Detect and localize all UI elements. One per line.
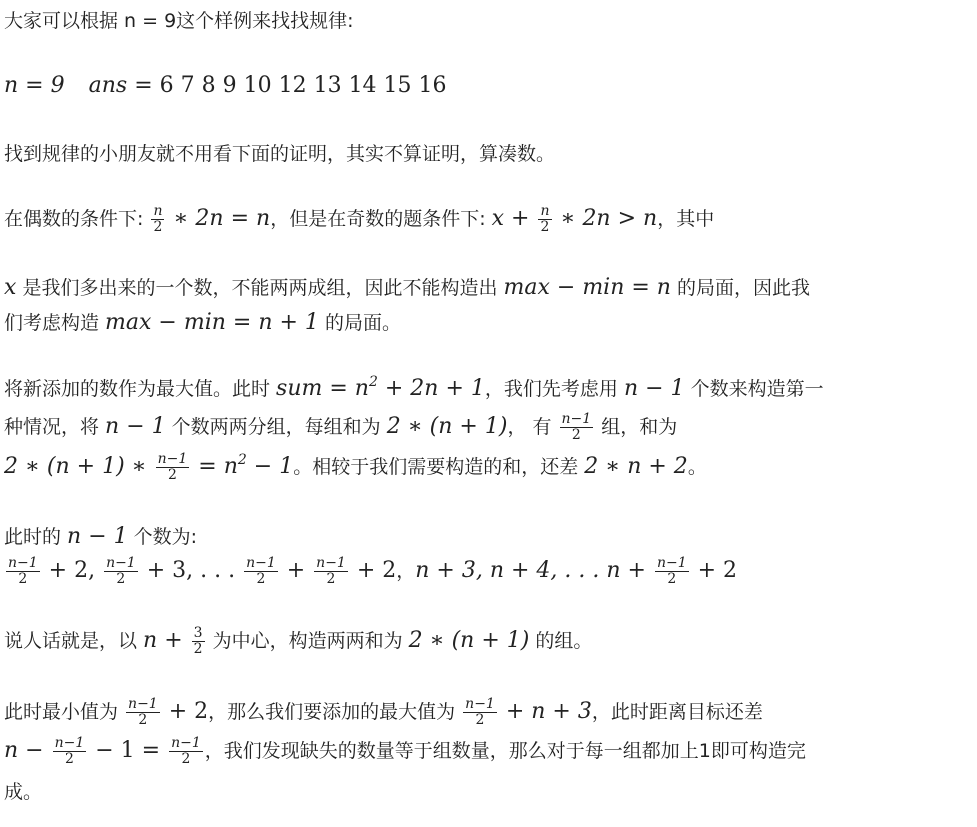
fraction: $\frac{n-1}{2}$	[316, 555, 346, 587]
fraction: $\frac{n-1}{2}$	[656, 555, 687, 587]
math-expression: ∗ 2n > n	[553, 206, 658, 231]
fraction: $\frac{n-1}{2}$	[465, 696, 495, 728]
math-expression: 2 ∗ n + 2	[584, 454, 688, 479]
math-expression: + n + 3	[498, 699, 592, 724]
text-segment: 组，和为	[595, 416, 678, 438]
fraction: $\frac{n-1}{2}$	[106, 555, 136, 587]
math-expression: n − 1	[105, 414, 166, 439]
math-expression: +	[279, 558, 313, 583]
extra-number-line-1	[4, 271, 810, 305]
text-segment: 说人话就是，以	[4, 630, 144, 652]
fraction: $\frac{n-1}{2}$	[246, 555, 276, 587]
math-expression: 2 ∗ (n + 1)	[408, 628, 530, 653]
math-expression: = $n^2 - 1$	[191, 452, 294, 479]
text-segment: 将新添加的数作为最大值。此时	[4, 378, 277, 400]
text-segment: 的组。	[529, 630, 593, 652]
text-segment: ， 有	[507, 416, 558, 438]
ans-values: 6 7 8 9 10 12 13 14 15 16	[159, 73, 447, 98]
math-expression: n − 1	[67, 524, 128, 549]
text-segment: ，那么我们要添加的最大值为	[208, 701, 462, 723]
fraction: $\frac{n-1}{2}$	[54, 735, 85, 767]
answer-example-line	[4, 69, 447, 103]
math-expression: max − min = n	[503, 275, 671, 300]
extra-number-line-2	[4, 306, 401, 340]
text-segment: 个数为:	[127, 526, 198, 548]
fraction: $\frac{n-1}{2}$	[8, 555, 38, 587]
math-expression: x +	[491, 206, 537, 231]
math-expression: max − min = n + 1	[105, 310, 319, 335]
text-segment: 。	[687, 456, 707, 478]
math-expression: n −	[4, 738, 51, 763]
equals-sign: =	[127, 73, 160, 98]
construction-line-2	[4, 410, 677, 444]
construction-line-3	[4, 450, 707, 484]
even-odd-condition-line	[4, 202, 714, 236]
rule-hint-line: 找到规律的小朋友就不用看下面的证明，其实不算证明，算凑数。	[4, 143, 556, 165]
math-expression: + 3, . . .	[139, 558, 243, 583]
text-segment: ，我们先考虑用	[484, 378, 624, 400]
fraction: $\frac{3}{2}$	[193, 625, 203, 657]
n-equals-9: n = 9	[4, 73, 65, 98]
fraction: $\frac{n-1}{2}$	[171, 735, 201, 767]
text-segment: 的局面。	[318, 312, 401, 334]
text-segment: 为中心，构造两两和为	[206, 630, 409, 652]
text-segment: ，此时距离目标还差	[591, 701, 763, 723]
math-expression: sum = $n^2 + 2n + 1$	[276, 374, 485, 401]
center-explanation-line	[4, 624, 592, 658]
text-segment: 们考虑构造	[4, 312, 106, 334]
fraction: $\frac{n}{2}$	[153, 203, 163, 235]
text-segment: ，我们发现缺失的数量等于组数量，那么对于每一组都加上1即可构造完	[204, 740, 806, 762]
math-expression: − 1 =	[88, 738, 168, 763]
construction-line-1	[4, 372, 824, 406]
text-segment: 种情况，将	[4, 416, 106, 438]
separator: ，	[396, 560, 416, 582]
text-segment: 个数来构造第一	[684, 378, 824, 400]
numbers-sequence-line	[4, 554, 737, 588]
math-expression: 2 ∗ (n + 1) ∗	[4, 454, 154, 479]
text-segment: 个数两两分组，每组和为	[165, 416, 387, 438]
math-expression: n + 3, n + 4, . . . n +	[415, 558, 653, 583]
text-segment: 是我们多出来的一个数，不能两两成组，因此不能构造出	[16, 277, 504, 299]
math-expression: + 2	[349, 558, 397, 583]
text-segment: ，其中	[657, 208, 715, 230]
conclusion-line-1	[4, 695, 763, 729]
math-expression: + 2	[161, 699, 209, 724]
intro-line: 大家可以根据 n = 9这个样例来找找规律:	[4, 10, 354, 32]
math-expression: n +	[143, 628, 190, 653]
fraction: $\frac{n}{2}$	[540, 203, 550, 235]
text-segment: 。相较于我们需要构造的和，还差	[293, 456, 585, 478]
math-x: x	[4, 275, 17, 300]
text-segment: 此时最小值为	[4, 701, 125, 723]
fraction: $\frac{n-1}{2}$	[157, 451, 188, 483]
fraction: $\frac{n-1}{2}$	[128, 696, 158, 728]
math-expression: 2 ∗ (n + 1)	[386, 414, 508, 439]
text-segment: 的局面，因此我	[670, 277, 811, 299]
math-expression: n − 1	[623, 376, 685, 401]
text-segment: 在偶数的条件下:	[4, 208, 150, 230]
text-segment: 此时的	[4, 526, 68, 548]
text-segment: ，但是在奇数的题条件下:	[270, 208, 492, 230]
ans-label: ans	[88, 73, 128, 98]
math-expression: + 2	[690, 558, 738, 583]
numbers-intro-line	[4, 520, 197, 554]
conclusion-line-3: 成。	[4, 781, 43, 803]
conclusion-line-2	[4, 734, 806, 768]
fraction: $\frac{n-1}{2}$	[561, 411, 592, 443]
math-expression: + 2,	[41, 558, 103, 583]
math-expression: ∗ 2n = n	[166, 206, 271, 231]
